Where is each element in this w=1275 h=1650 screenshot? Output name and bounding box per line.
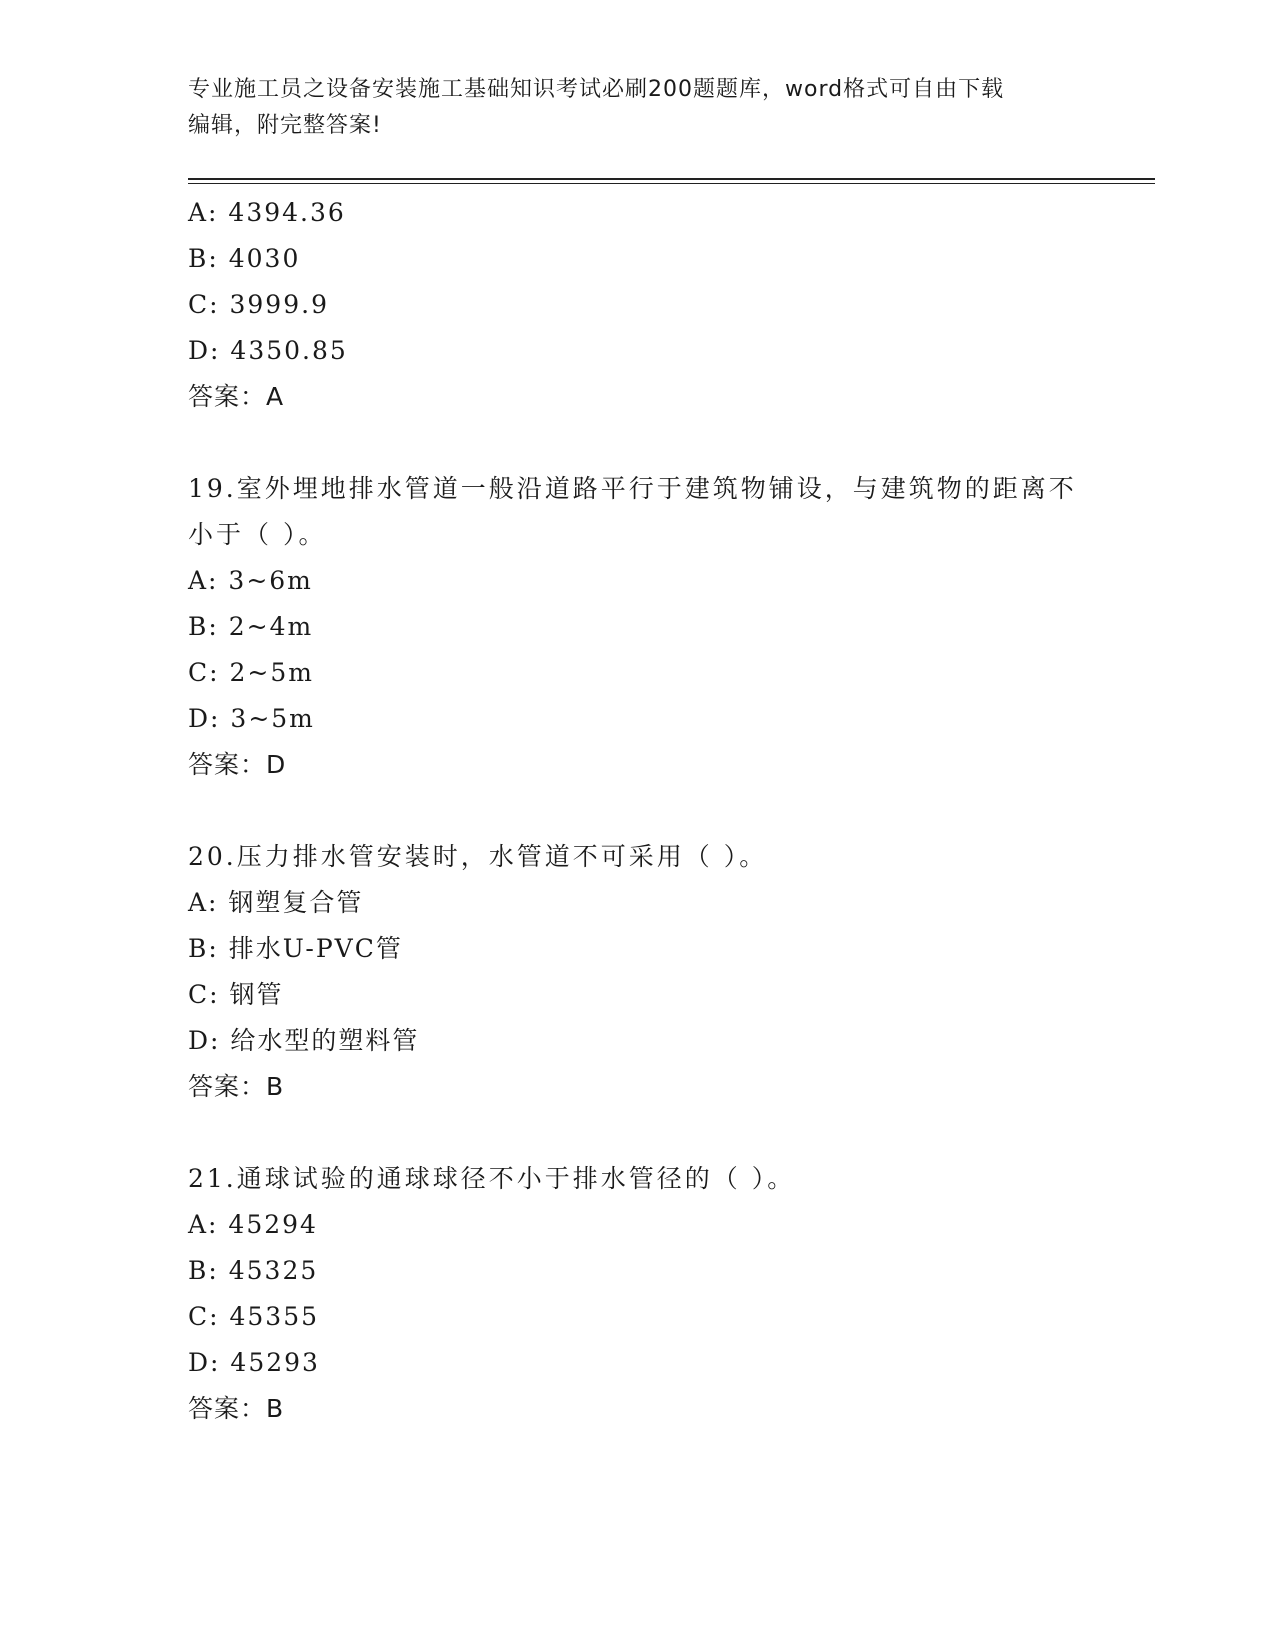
option-c: C: 钢管	[188, 980, 284, 1009]
option-d: D: 45293	[188, 1348, 320, 1377]
header-title-line-1: 专业施工员之设备安装施工基础知识考试必刷200题题库，word格式可自由下载	[188, 77, 1005, 102]
option-b: B: 2~4m	[188, 612, 314, 641]
option-d: D: 3~5m	[188, 704, 315, 733]
answer-line: 答案：B	[188, 1394, 285, 1423]
spacer	[188, 1110, 1088, 1156]
header-divider-thin	[188, 183, 1155, 184]
question-text: 20.压力排水管安装时，水管道不可采用（ ）。	[188, 842, 768, 871]
spacer	[188, 788, 1088, 834]
question-21	[188, 1156, 1088, 1432]
option-d: D: 4350.85	[188, 336, 348, 365]
option-c: C: 45355	[188, 1302, 320, 1331]
question-20	[188, 834, 1088, 1110]
option-b: B: 45325	[188, 1256, 319, 1285]
option-a: A: 4394.36	[188, 198, 346, 227]
answer-line: 答案：A	[188, 382, 285, 411]
option-a: A: 3~6m	[188, 566, 313, 595]
answer-line: 答案：B	[188, 1072, 285, 1101]
question-18	[188, 190, 1088, 420]
option-c: C: 2~5m	[188, 658, 314, 687]
option-c: C: 3999.9	[188, 290, 329, 319]
option-a: A: 45294	[188, 1210, 318, 1239]
question-text: 21.通球试验的通球球径不小于排水管径的（ ）。	[188, 1164, 796, 1193]
document-header	[188, 72, 1088, 144]
answer-line: 答案：D	[188, 750, 287, 779]
question-19	[188, 466, 1088, 788]
question-list	[188, 190, 1088, 1432]
header-title-line-2: 编辑，附完整答案!	[188, 113, 382, 138]
option-d: D: 给水型的塑料管	[188, 1026, 420, 1055]
question-text: 19.室外埋地排水管道一般沿道路平行于建筑物铺设，与建筑物的距离不小于（ ）。	[188, 474, 1077, 549]
header-divider-thick	[188, 178, 1155, 180]
option-b: B: 排水U-PVC管	[188, 934, 403, 963]
option-b: B: 4030	[188, 244, 301, 273]
spacer	[188, 420, 1088, 466]
option-a: A: 钢塑复合管	[188, 888, 364, 917]
